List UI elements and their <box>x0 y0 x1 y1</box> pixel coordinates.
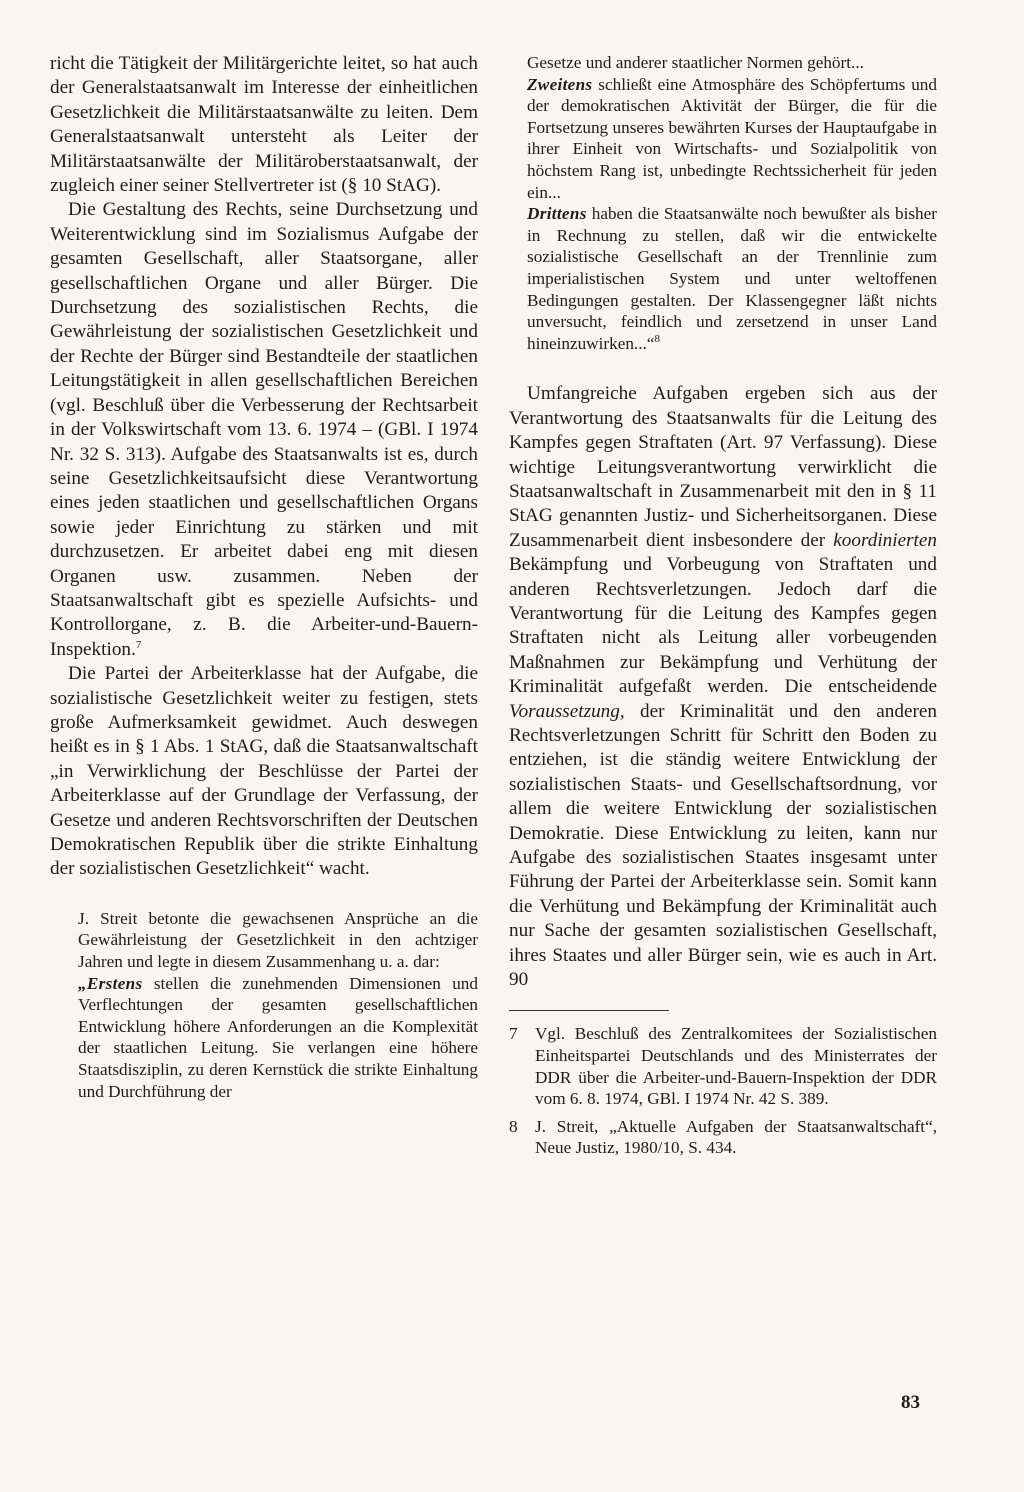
quote-intro: J. Streit betonte die gewachsenen Ansprüche an die Gewährleistung der Gesetzlichkeit in den achtziger Jahren und legte in diesem Zusammenhang u. a. dar: <box>78 908 478 971</box>
footnote-7 <box>509 1023 937 1109</box>
quote-third-text: haben die Staatsanwälte noch bewußter als bisher in Rechnung zu stellen, daß wir die entwickelte sozialistische Gesellschaft an der Trennlinie zum imperialistischen System und unter weltoffenen Bedingungen gestalten. Der Klassengegner läßt nichts unversucht, feindlich und zersetzend in unser Land hineinzuwirken...“ <box>527 204 937 353</box>
footnote-8-text: J. Streit, „Aktuelle Aufgaben der Staatsanwaltschaft“, Neue Justiz, 1980/10, S. 434. <box>535 1116 937 1158</box>
footnote-8-number: 8 <box>509 1116 518 1136</box>
left-column <box>50 52 478 1102</box>
body-paragraph-right-part2: Bekämpfung und Vorbeugung von Straftaten und anderen Rechtsverletzungen. Jedoch darf die Verantwortung für die Leitung des Kampfes gegen Straftaten nicht als Leitung aller vorbeugenden Maßnahmen zur Bekämpfung und Verhütung der Kriminalität aufgefaßt werden. Die entscheidende <box>509 554 937 698</box>
body-paragraph-right-part3: der Kriminalität und den anderen Rechtsverletzungen Schritt für Schritt den Boden zu entziehen, ist die ständig weitere Entwicklung der sozialistischen Staats- und Gesellschaftsordnung, vor allem die weitere Entwicklung der sozialistischen Demokratie. Diese Entwicklung zu leiten, kann nur Aufgabe des sozialistischen Staates insgesamt unter Führung der Partei der Arbeiterklasse sein. Somit kann die Verhütung und Bekämpfung der Kriminalität auch nur Sache der gesamten sozialistischen Gesellschaft, ihres Staates und aller Bürger sein, wie es auch in Art. 90 <box>509 700 937 991</box>
body-paragraph-2-text: Die Gestaltung des Rechts, seine Durchsetzung und Weiterentwicklung sind im Sozialismus Aufgabe der gesamten Gesellschaft, aller Staatsorgane, aller gesellschaftlichen Organe und aller Bürger. Die Durchsetzung des sozialistischen Rechts, die Gewährleistung der sozialistischen Gesetzlichkeit und der Rechte der Bürger sind Bestandteile der staatlichen Leitungstätigkeit in allen gesellschaftlichen Bereichen (vgl. Beschluß über die Verbesserung der Rechtsarbeit in der Volkswirtschaft vom 13. 6. 1974 – (GBl. I 1974 Nr. 32 S. 313). Aufgabe des Staatsanwalts ist es, durch seine Gesetzlichkeitsaufsicht diese Verantwortung eines jeden staatlichen und gesellschaftlichen Organs sowie jeder Einrichtung zu stärken und mit durchzusetzen. Er arbeitet dabei eng mit diesen Organen usw. zusammen. Neben der Staatsanwaltschaft gibt es spezielle Aufsichts- und Kontrollorgane, z. B. die Arbeiter-und-Bauern-Inspektion. <box>50 199 478 660</box>
footnote-ref-8: 8 <box>654 332 660 345</box>
footnote-divider <box>509 1010 669 1011</box>
footnote-7-text: Vgl. Beschluß des Zentralkomitees der Sozialistischen Einheitspartei Deutschlands und des Ministerrates der DDR über die Arbeiter-und-Bauern-Inspektion der DDR vom 6. 8. 1974, GBl. I 1974 Nr. 42 S. 389. <box>535 1024 937 1109</box>
quote-third-label: Drittens <box>527 204 587 224</box>
quote-second-text: schließt eine Atmosphäre des Schöpfertums und der demokratischen Aktivität der Bürger, die für die Fortsetzung unseres bewährten Kurses der Hauptaufgabe in ihrer Einheit von Wirtschafts- und Sozialpolitik von höchstem Rang ist, unbedingte Rechtssicherheit für jeden ein... <box>527 74 937 202</box>
body-paragraph-1: richt die Tätigkeit der Militärgerichte leitet, so hat auch der Generalstaatsanwalt im Interesse der einheitlichen Gesetzlichkeit die Militärstaatsanwälte zu leiten. Dem Generalstaatsanwalt untersteht als Leiter der Militärstaatsanwälte der Militäroberstaatsanwalt, der zugleich einer seiner Stellvertreter ist (§ 10 StAG). <box>50 53 478 197</box>
quote-first-text: stellen die zunehmenden Dimensionen und Verflechtungen der gesamten gesellschaftlichen Entwicklung höhere Anforderungen an die Komplexität der staatlichen Leitung. Sie verlangen eine höhere Staatsdisziplin, zu deren Kernstück die strikte Einhaltung und Durchführung der <box>78 973 478 1101</box>
footnote-8 <box>509 1116 937 1159</box>
body-paragraph-right <box>509 382 937 992</box>
body-paragraph-3: Die Partei der Arbeiterklasse hat der Aufgabe, die sozialistische Gesetzlichkeit weiter zu festigen, stets große Aufmerksamkeit gewidmet. Auch deswegen heißt es in § 1 Abs. 1 StAG, daß die Staatsanwaltschaft „in Verwirklichung der Beschlüsse der Partei der Arbeiterklasse auf der Grundlage der Verfassung, der Gesetze und anderen Rechtsvorschriften der Deutschen Demokratischen Republik über die strikte Einhaltung der sozialistischen Gesetzlichkeit“ wacht. <box>50 663 478 880</box>
body-italic-voraussetzung: Voraussetzung, <box>509 700 625 722</box>
quote-block-right <box>509 52 937 354</box>
footnote-ref-7: 7 <box>135 638 142 651</box>
body-paragraph-2 <box>50 198 478 662</box>
spacer <box>509 354 937 382</box>
quote-block-left <box>50 908 478 1102</box>
footnote-7-number: 7 <box>509 1024 518 1044</box>
quote-first-point <box>78 973 478 1103</box>
quote-continuation: Gesetze und anderer staatlicher Normen gehört... <box>527 53 864 72</box>
quote-third-point <box>527 203 937 354</box>
body-paragraph-right-part1: Umfangreiche Aufgaben ergeben sich aus der Verantwortung des Staatsanwalts für die Leitung des Kampfes gegen Straftaten (Art. 97 Verfassung). Diese wichtige Leitungsverantwortung verwirklicht die Staatsanwaltschaft in Zusammenarbeit mit den in § 11 StAG genannten Justiz- und Sicherheitsorganen. Diese Zusammenarbeit dient insbesondere der <box>509 383 937 551</box>
right-column <box>509 52 937 1165</box>
quote-first-label: „Erstens <box>78 973 143 993</box>
body-italic-koordinierten: koordinierten <box>833 529 937 551</box>
quote-second-label: Zweitens <box>527 74 593 94</box>
quote-second-point <box>527 74 937 204</box>
page-number: 83 <box>901 1392 920 1413</box>
